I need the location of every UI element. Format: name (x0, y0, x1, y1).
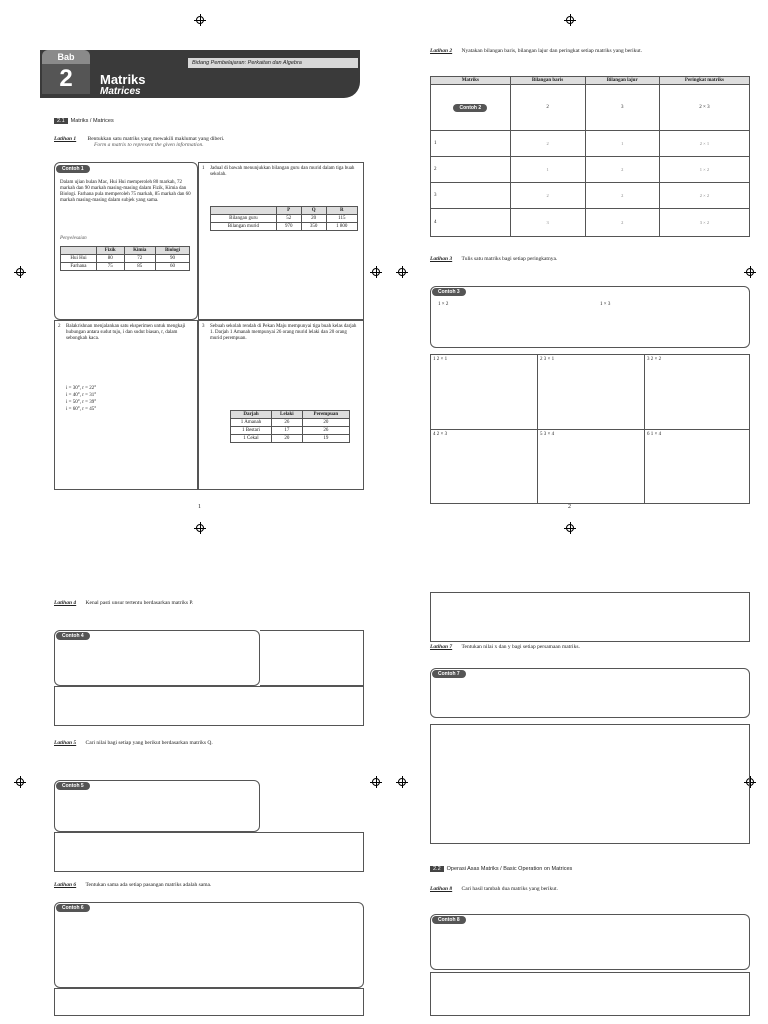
contoh-3-box (430, 286, 750, 348)
latihan-label: Latihan 8 (430, 886, 453, 892)
registration-mark (566, 524, 574, 532)
contoh-8-box (430, 914, 750, 970)
question-number: 2 (58, 324, 61, 329)
table-row: Farhana 75 85 60 (61, 263, 190, 271)
section-title: Operasi Asas Matriks / Basic Operation on Matrices (446, 866, 573, 872)
latihan-text: Tentukan nilai x dan y bagi setiap persamaan matriks. (461, 644, 580, 650)
registration-mark (398, 778, 406, 786)
table-row: 1 Cekal 20 19 (231, 435, 350, 443)
latihan-label: Latihan 5 (54, 740, 77, 746)
latihan-6 (54, 882, 364, 888)
latihan-2-table: Matriks Bilangan baris Bilangan lajur Peringkat matriks Contoh 2 2 3 2 × 3 1 2 1 2 × 1 2 1 2 1 × 2 3 2 2 2 × 2 4 3 2 3 × 2 (430, 76, 750, 237)
latihan-text-en: Form a matrix to represent the given information. (94, 142, 204, 148)
registration-mark (398, 268, 406, 276)
latihan-text: Kenal pasti unsur tertentu berdasarkan matriks P. (85, 600, 194, 606)
latihan-text: Cari hasil tambah dua matriks yang berikut. (461, 886, 558, 892)
latihan-5-grid (54, 832, 364, 872)
contoh-7-label: Contoh 7 (432, 670, 466, 678)
page-2 (410, 30, 768, 510)
page-3 (20, 540, 380, 1020)
latihan-label: Latihan 7 (430, 644, 453, 650)
registration-mark (566, 16, 574, 24)
contoh-6-box (54, 902, 364, 988)
question-1-box (198, 162, 364, 320)
registration-mark (196, 16, 204, 24)
page-number: 1 (198, 504, 201, 510)
order-a: 1 × 2 (438, 302, 449, 307)
latihan-label: Latihan 3 (430, 256, 453, 262)
section-number: 2.1 (54, 118, 68, 124)
q2-value-1: i = 30°, r = 22° (66, 386, 97, 391)
latihan-3-grid: 1 2 × 1 2 3 × 1 3 2 × 2 4 2 × 3 5 3 × 4 6 1 × 4 (430, 354, 750, 504)
question-3-box (198, 320, 364, 490)
latihan-7-grid (430, 724, 750, 844)
learning-area: Bidang Pembelajaran: Perkaitan dan Algebra (188, 58, 358, 68)
table-row: 1 Amanah 26 20 (231, 419, 350, 427)
latihan-6-grid (54, 988, 364, 1016)
chapter-title: Matriks (100, 72, 146, 87)
question-3-text: Sebuah sekolah rendah di Pekan Maju mempunyai tiga buah kelas darjah 1. Darjah 1 Amanah mempunyai 26 orang murid lelaki dan 20 orang murid perempuan. (210, 324, 357, 341)
contoh-4-label: Contoh 4 (56, 632, 90, 640)
question-number: 3 (202, 324, 205, 329)
contoh-1-text: Dalam ujian bulan Mac, Hui Hui memperoleh 80 markah, 72 markah dan 90 markah masing-masing dalam Fizik, Kimia dan Biologi. Farhana pula memperoleh 75 markah, 85 markah dan 60 markah masing-masing dalam subjek yang sama. (60, 180, 191, 203)
section-title: Matriks / Matrices (70, 118, 114, 124)
chapter-number: 2 (42, 64, 90, 94)
latihan-4-grid (54, 686, 364, 726)
question-2-text: Balakrishnan menjalankan satu eksperimen untuk mengkaji hubungan antara sudut tuju, i dan sudut biasan, r, dalam sebongkah kaca. (66, 324, 186, 341)
contoh-6-label: Contoh 6 (56, 904, 90, 912)
question-3-table: Darjah Lelaki Perempuan 1 Amanah 26 20 1 Bestari 17 26 1 Cekal 20 19 (230, 410, 350, 443)
table-row: 2 1 2 1 × 2 (431, 157, 750, 183)
chapter-label: Bab (42, 50, 90, 64)
table-row: Hui Hui 80 72 90 (61, 255, 190, 263)
contoh-7-box (430, 668, 750, 718)
table-row: 3 2 2 2 × 2 (431, 183, 750, 209)
order-b: 1 × 3 (600, 302, 611, 307)
latihan-text: Bentukkan satu matriks yang mewakili maklumat yang diberi. (87, 136, 225, 142)
solution-label: Penyelesaian (60, 236, 87, 241)
latihan-3 (430, 256, 750, 262)
latihan-label: Latihan 1 (54, 136, 77, 142)
table-row: 4 3 2 3 × 2 (431, 209, 750, 237)
latihan-text: Tulis satu matriks bagi setiap peringkatnya. (461, 256, 558, 262)
q2-value-3: i = 50°, r = 39° (66, 400, 97, 405)
table-row: 1 2 1 2 × 1 (431, 131, 750, 157)
latihan-6-continued (430, 592, 750, 642)
latihan-text: Tentukan sama ada setiap pasangan matriks adalah sama. (85, 882, 212, 888)
section-heading (54, 118, 114, 124)
latihan-8 (430, 886, 750, 892)
contoh-3-label: Contoh 3 (432, 288, 466, 296)
latihan-label: Latihan 2 (430, 48, 453, 54)
contoh-8-label: Contoh 8 (432, 916, 466, 924)
latihan-4 (54, 600, 364, 606)
table-row: Bilangan murid 970 350 1 800 (211, 223, 358, 231)
contoh-1-table: Fizik Kimia Biologi Hui Hui 80 72 90 Farhana 75 85 60 (60, 246, 190, 271)
latihan-1 (54, 136, 364, 148)
latihan-8-grid (430, 972, 750, 1016)
section-heading (430, 866, 572, 872)
latihan-text: Cari nilai bagi setiap yang berikut berdasarkan matriks Q. (85, 740, 213, 746)
latihan-label: Latihan 4 (54, 600, 77, 606)
table-row: 1 Bestari 17 26 (231, 427, 350, 435)
question-1-text: Jadual di bawah menunjukkan bilangan guru dan murid dalam tiga buah sekolah. (210, 166, 355, 177)
latihan-4-side (260, 630, 364, 686)
question-1-table: P Q R Bilangan guru 52 20 115 Bilangan murid 970 350 1 800 (210, 206, 358, 231)
latihan-5 (54, 740, 364, 746)
question-number: 1 (202, 166, 205, 171)
latihan-7 (430, 644, 750, 650)
latihan-2 (430, 48, 750, 54)
chapter-subtitle: Matrices (100, 86, 141, 97)
contoh-5-label: Contoh 5 (56, 782, 90, 790)
registration-mark (196, 524, 204, 532)
q2-value-4: i = 60°, r = 45° (66, 407, 97, 412)
page-number: 2 (568, 504, 571, 510)
page-1 (20, 30, 380, 510)
contoh-1-label: Contoh 1 (56, 165, 90, 173)
latihan-text: Nyatakan bilangan baris, bilangan lajur dan peringkat setiap matriks yang berikut. (461, 48, 643, 54)
table-row: Contoh 2 2 3 2 × 3 (431, 85, 750, 131)
latihan-label: Latihan 6 (54, 882, 77, 888)
section-number: 2.2 (430, 866, 444, 872)
page-4 (410, 540, 768, 1020)
table-row: Bilangan guru 52 20 115 (211, 215, 358, 223)
q2-value-2: i = 40°, r = 31° (66, 393, 97, 398)
